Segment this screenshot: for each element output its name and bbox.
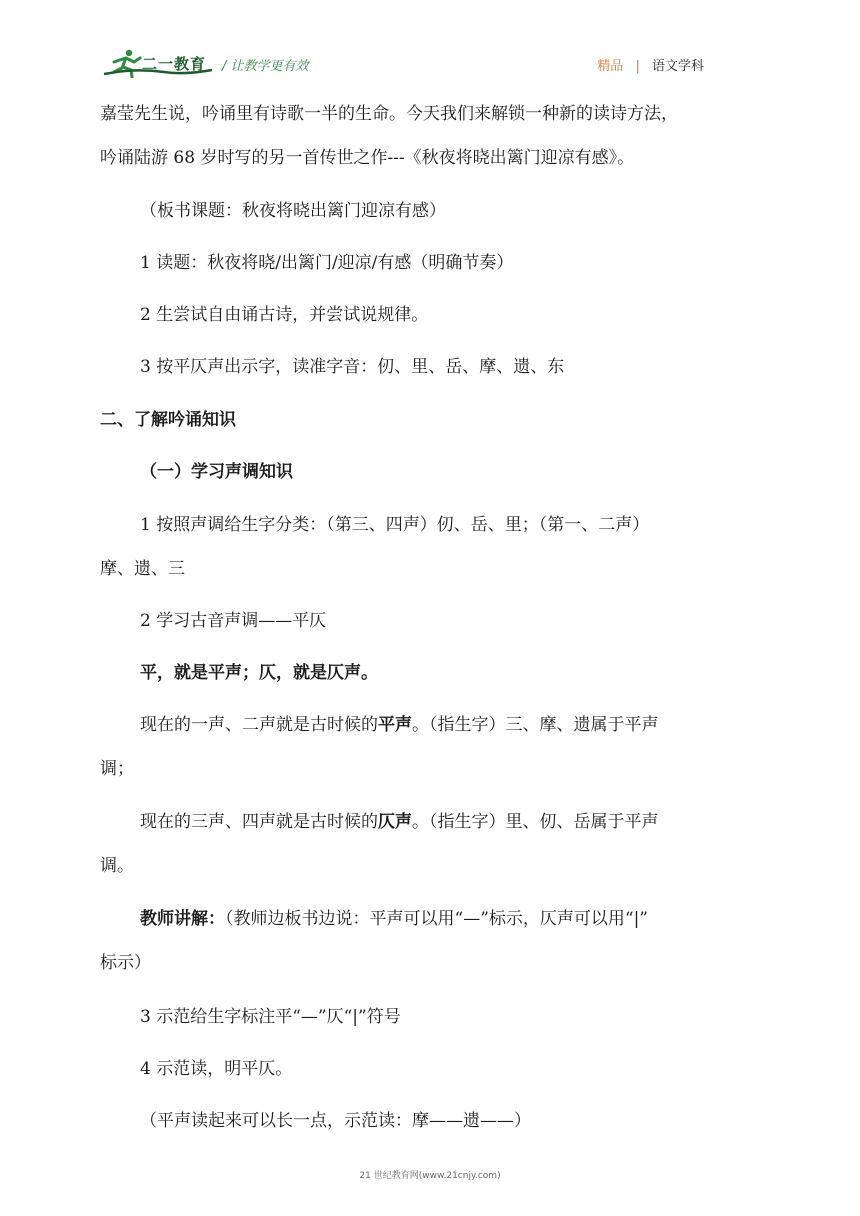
paragraph-line: 2 生尝试自由诵古诗，并尝试说规律。 bbox=[140, 305, 429, 325]
paragraph-line: 4 示范读，明平仄。 bbox=[140, 1059, 293, 1079]
paragraph-line: 吟诵陆游 68 岁时写的另一首传世之作---《秋夜将晓出篱门迎凉有感》。 bbox=[100, 148, 635, 168]
subject-label: 语文学科 bbox=[651, 59, 704, 74]
logo-text: 二一教育 bbox=[142, 55, 207, 73]
paragraph-line: 调； bbox=[100, 759, 134, 779]
paragraph-line: （板书课题：秋夜将晓出篱门迎凉有感） bbox=[140, 201, 446, 221]
paragraph-line: 嘉莹先生说，吟诵里有诗歌一半的生命。今天我们来解锁一种新的读诗方法， bbox=[100, 104, 678, 124]
paragraph-line: 现在的一声、二声就是古时候的平声。（指生字）三、摩、遗属于平声 bbox=[140, 715, 659, 735]
paragraph-line: 2 学习古音声调——平仄 bbox=[140, 611, 327, 631]
header-separator: | bbox=[635, 59, 640, 74]
paragraph-line: 教师讲解：（教师边板书边说：平声可以用“—”标示，仄声可以用“|” bbox=[140, 909, 648, 929]
paragraph-line: 调。 bbox=[100, 856, 134, 876]
section-heading: 二、了解吟诵知识 bbox=[100, 410, 236, 430]
paragraph-line: （平声读起来可以长一点，示范读：摩——遗——） bbox=[140, 1111, 531, 1131]
premium-badge: 精品 bbox=[597, 59, 624, 74]
paragraph-line: 摩、遗、三 bbox=[100, 559, 185, 579]
paragraph-line: 3 示范给生字标注平“—”仄“|”符号 bbox=[140, 1007, 401, 1027]
paragraph-line: 1 按照声调给生字分类：（第三、四声）仞、岳、里；（第一、二声） bbox=[140, 515, 650, 535]
header-right bbox=[597, 55, 704, 74]
page-header bbox=[0, 0, 860, 90]
subsection-heading: （一）学习声调知识 bbox=[140, 462, 293, 482]
paragraph-line: 现在的三声、四声就是古时候的仄声。（指生字）里、仞、岳属于平声 bbox=[140, 812, 659, 832]
bold-definition: 平，就是平声；仄，就是仄声。 bbox=[140, 663, 378, 683]
paragraph-line: 3 按平仄声出示字，读准字音：仞、里、岳、摩、遗、东 bbox=[140, 357, 565, 377]
paragraph-line: 1 读题：秋夜将晓/出篱门/迎凉/有感（明确节奏） bbox=[140, 253, 514, 273]
slogan: / 让教学更有效 bbox=[222, 59, 309, 74]
paragraph-line: 标示） bbox=[100, 953, 151, 973]
page-footer: 21 世纪教育网(www.21cnjy.com) bbox=[359, 1171, 501, 1181]
